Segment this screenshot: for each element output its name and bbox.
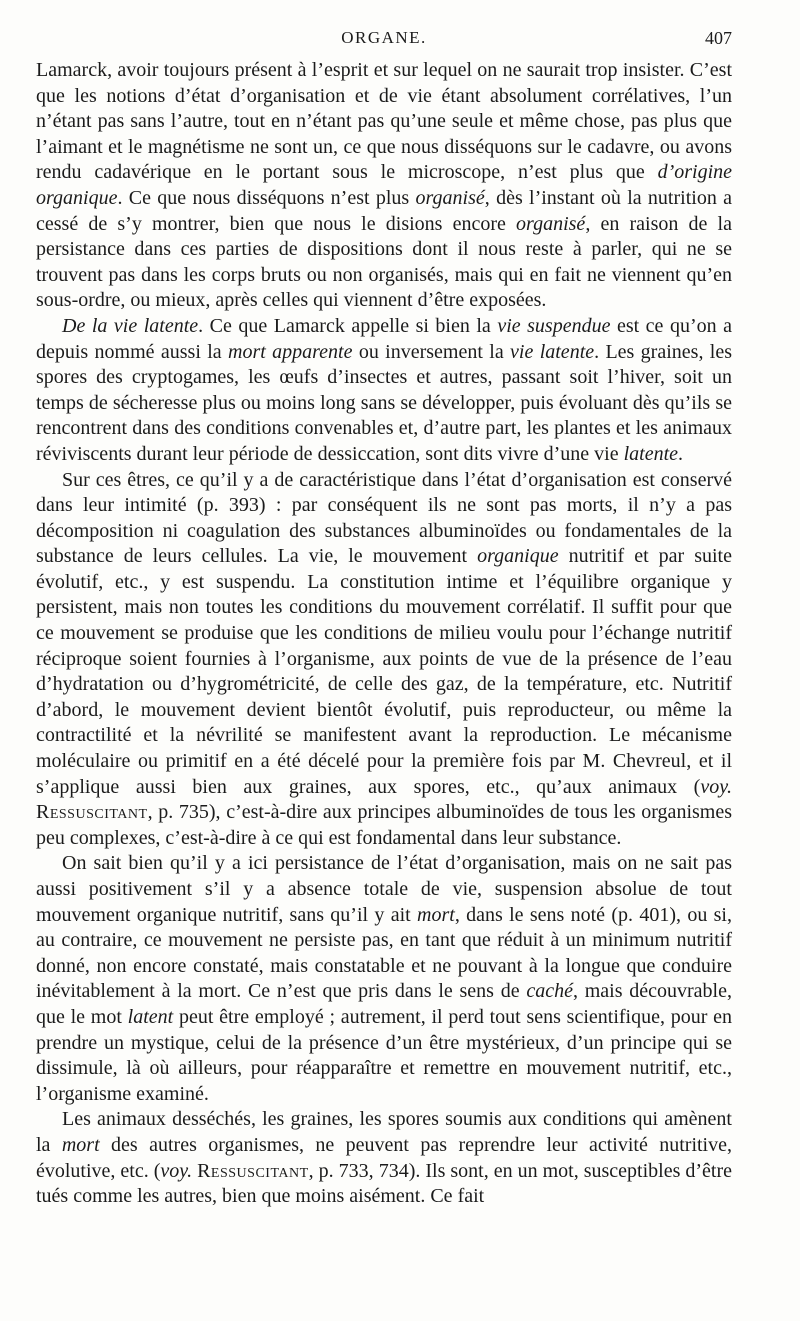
cross-reference: Ressuscitant bbox=[197, 1159, 309, 1182]
paragraph-animaux-desseches bbox=[36, 1107, 732, 1209]
italic-run: organisé bbox=[415, 186, 485, 209]
text-run: On sait bien qu’il y a ici persistance de l’état d’organisation, mais on ne sait pas aussi positivement s’il y a absence totale de vie, suspension absolue de tout mouvement organique nutritif, sans qu’il y ait bbox=[36, 852, 732, 926]
text-run: . Ce que Lamarck appelle si bien la bbox=[198, 314, 498, 337]
text-run: Sur ces êtres, ce qu’il y a de caractéristique dans l’état d’organisation est conservé dans leur intimité (p. 393) : par conséquent ils ne sont pas morts, il n’y a pas décomposition ni coagulation des substances albuminoïdes ou fondamentales de la substance de leurs cellules. La vie, le mouvement bbox=[36, 468, 732, 568]
text-run: , dès l’instant où la nutrition a cessé de s’y montrer, bien que nous le disions encore bbox=[36, 186, 732, 235]
italic-run: vie latente bbox=[510, 340, 595, 363]
text-run: nutritif et par suite évolutif, etc., y est suspendu. La constitution intime et l’équilibre organique y persistent, mais non toutes les conditions du mouvement corrélatif. Il suffit pour que ce mouvement se produise que les conditions de milieu voulu pour l’échange nutritif réciproque soient fournies à l’organisme, aux points de vue de la présence de l’eau d’hydratation ou d’hygrométricité, de celle des gaz, de la température, etc. Nutritif d’abord, le mouvement devient bientôt évolutif, puis reproducteur, ou même la contractilité et la névrilité se manifestent avant la reproduction. Le mécanisme moléculaire ou primitif en a été décelé pour la première fois par M. Chevreul, et il s’applique aussi bien aux graines, aux spores, etc., qu’aux animaux ( bbox=[36, 545, 732, 798]
text-run: . bbox=[678, 442, 684, 465]
italic-run: mort apparente bbox=[228, 340, 353, 363]
italic-run: mort bbox=[417, 903, 455, 926]
italic-run: De la vie latente bbox=[62, 314, 199, 337]
text-run: , p. 735), c’est-à-dire aux principes albuminoïdes de tous les organismes peu complexes, c’est-à-dire à ce qui est fondamental dans leur substance. bbox=[36, 801, 732, 849]
cross-reference: Ressuscitant bbox=[36, 801, 148, 824]
text-run: Lamarck, avoir toujours présent à l’esprit et sur lequel on ne saurait trop insister. C’est que les notions d’état d’organisation et de vie étant absolument corrélatives, l’un n’étant pas sans l’autre, tout en n’étant pas qu’une seule et même chose, pas plus que l’aimant et le magnétisme ne sont un, ce que nous disséquons sur le cadavre, ou avons rendu cadavérique en le portant sous le microscope, n’est plus que bbox=[36, 59, 732, 184]
text-run: . Ce que nous disséquons n’est plus bbox=[117, 186, 416, 209]
italic-run: voy. bbox=[700, 775, 732, 798]
text-run: des autres organismes, ne peuvent pas reprendre leur activité nutritive, évolutive, etc. ( bbox=[36, 1133, 732, 1182]
italic-run: organique bbox=[477, 545, 559, 568]
text-run: , en raison de la persistance dans ces parties de dispositions dont il nous reste à parler, qui ne se trouvent pas dans les corps bruts ou non organisés, mais qui en fait ne viennent qu’en sous-ordre, ou mieux, après celles qui viennent d’être exposées. bbox=[36, 212, 732, 312]
paragraph-etres bbox=[36, 468, 732, 852]
paragraph-continuation bbox=[36, 58, 732, 314]
text-run: , dans le sens noté (p. 401), ou si, au contraire, ce mouvement ne persiste pas, en tant que réduit à un minimum nutritif donné, non encore constaté, mais constatable et ne pouvant à la longue que conduire inévitablement à la mort. Ce n’est que pris dans le sens de bbox=[36, 903, 732, 1003]
paragraph-vie-latente bbox=[36, 314, 732, 468]
italic-run: voy. bbox=[160, 1159, 193, 1182]
text-run: ou inversement la bbox=[352, 340, 511, 363]
paragraph-persistance bbox=[36, 851, 732, 1107]
running-title: ORGANE. bbox=[341, 28, 427, 47]
italic-run: organisé bbox=[516, 212, 586, 235]
page-header bbox=[36, 28, 732, 48]
italic-run: latente bbox=[623, 442, 679, 465]
page-number: 407 bbox=[705, 28, 732, 48]
text-run: peut être employé ; autrement, il perd tout sens scientifique, pour en prendre un mystique, celui de la présence d’un être mystérieux, d’un principe qui se dissimule, là où ailleurs, pour réapparaître et remettre en mouvement nutritif, etc., l’organisme examiné. bbox=[36, 1005, 732, 1105]
text-run: . Les graines, les spores des cryptogames, les œufs d’insectes et autres, passant soit l’hiver, soit un temps de sécheresse plus ou moins long sans se développer, puis évoluant dès qu’ils se rencontrent dans des conditions convenables et, d’autre part, les plantes et les animaux réviviscents durant leur période de dessiccation, sont dits vivre d’une vie bbox=[36, 340, 732, 465]
italic-run: caché bbox=[526, 980, 573, 1003]
italic-run: mort bbox=[61, 1133, 100, 1156]
body-text bbox=[36, 58, 732, 1210]
text-run: , mais découvrable, que le mot bbox=[36, 980, 732, 1028]
italic-run: vie suspendue bbox=[497, 314, 611, 337]
text-run: est ce qu’on a depuis nommé aussi la bbox=[36, 314, 732, 363]
text-run: , p. 733, 734). Ils sont, en un mot, susceptibles d’être tués comme les autres, bien que moins aisément. Ce fait bbox=[36, 1159, 733, 1208]
text-run: Les animaux desséchés, les graines, les spores soumis aux conditions qui amènent la bbox=[36, 1108, 732, 1156]
italic-run: d’origine organique bbox=[36, 161, 732, 209]
italic-run: latent bbox=[127, 1005, 174, 1028]
